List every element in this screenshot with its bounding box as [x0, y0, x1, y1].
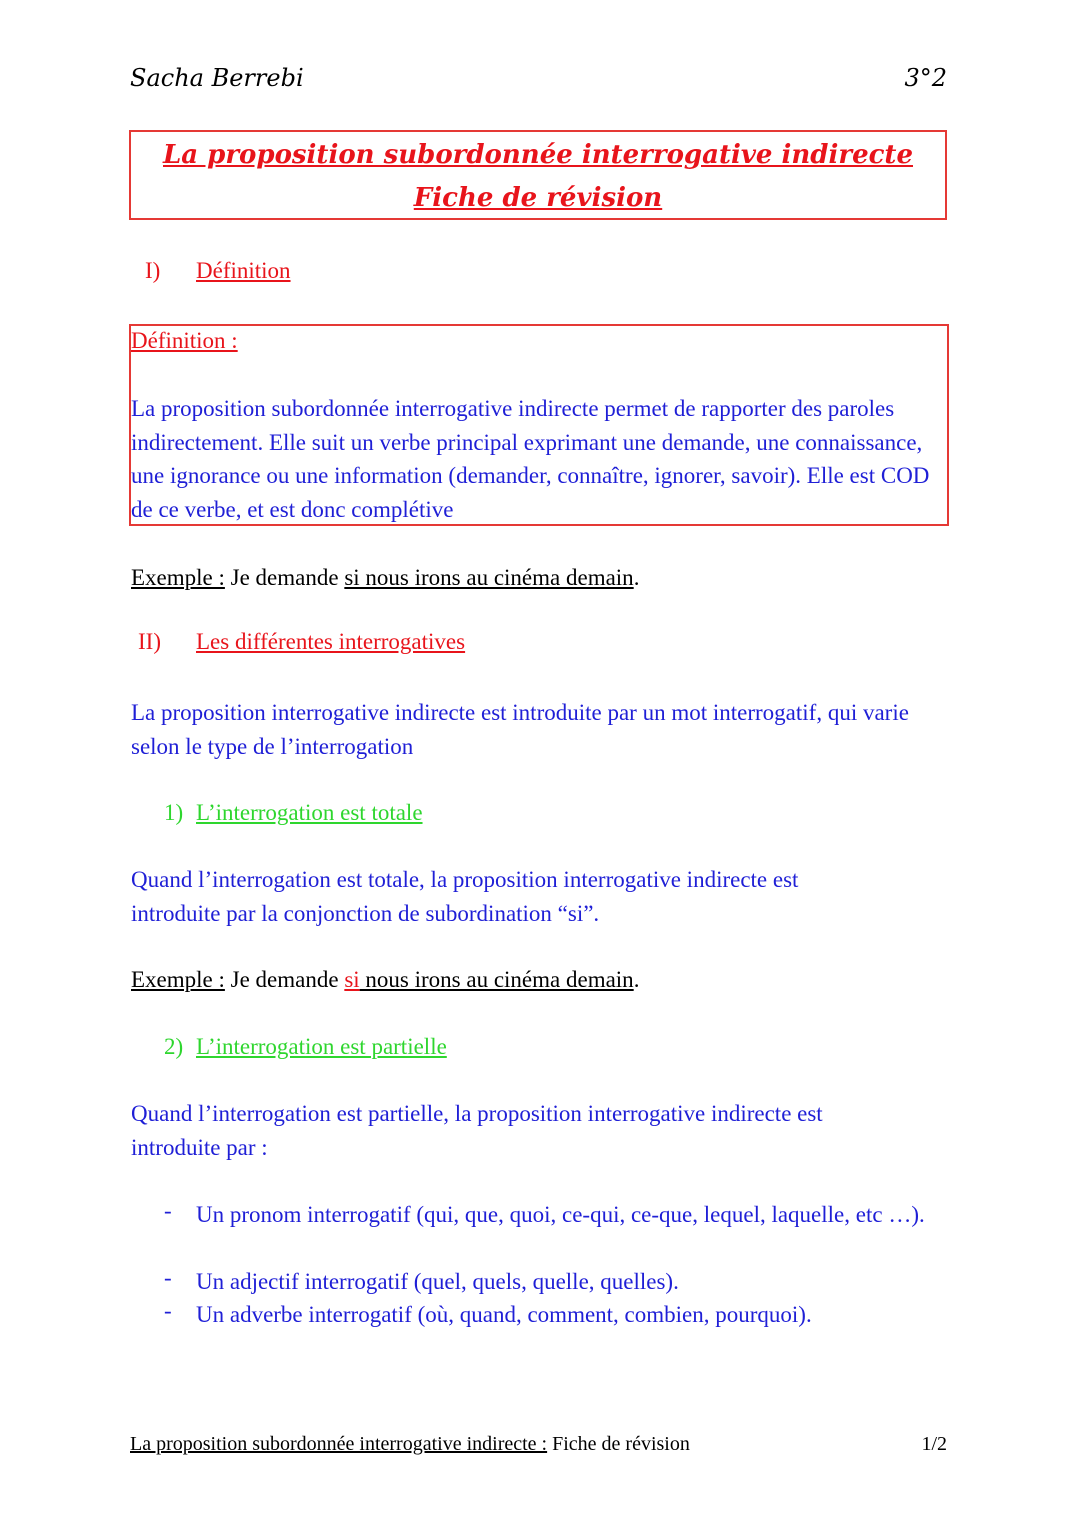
subsection-2-title: L’interrogation est partielle [196, 1034, 447, 1059]
page-number: 1/2 [921, 1433, 947, 1455]
document-subtitle: Fiche de révision [413, 183, 663, 213]
list-item: Un adverbe interrogatif (où, quand, comment, combien, pourquoi). [196, 1302, 812, 1327]
example-1: Exemple : Je demande si nous irons au cinéma demain. [131, 565, 640, 590]
author-name: Sacha Berrebi [130, 64, 304, 92]
section-1-number: I) [145, 258, 161, 283]
section-2-intro: La proposition interrogative indirecte est introduite par un mot interrogatif, qui varie selon le type de l’interrogation [131, 700, 909, 759]
section-2-title: Les différentes interrogatives [196, 629, 466, 654]
class-label: 3°2 [904, 64, 947, 92]
footer-title: La proposition subordonnée interrogative indirecte : [130, 1433, 548, 1455]
subsection-1-text: Quand l’interrogation est totale, la proposition interrogative indirecte est introduite par la conjonction de subordination “si”. [131, 867, 799, 926]
subsection-2-text: Quand l’interrogation est partielle, la proposition interrogative indirecte est introduite par : [131, 1101, 823, 1160]
document-title: La proposition subordonnée interrogative indirecte [163, 140, 913, 170]
section-1-title: Définition [196, 258, 291, 283]
bullet-marker: - [164, 1298, 172, 1323]
example-label: Exemple : [131, 967, 225, 992]
example-text: Je demande [224, 967, 345, 992]
footer [130, 1433, 690, 1456]
subsection-1-title: L’interrogation est totale [196, 800, 423, 825]
section-2-number: II) [138, 629, 161, 654]
list-item: Un adjectif interrogatif (quel, quels, quelle, quelles). [196, 1269, 679, 1294]
bullet-marker: - [164, 1198, 172, 1223]
definition-label: Définition : [131, 328, 238, 353]
subsection-2-number: 2) [164, 1034, 184, 1059]
example-text: Je demande [224, 565, 345, 590]
example-underlined: nous irons au cinéma demain [359, 967, 634, 992]
footer-subtitle: Fiche de révision [547, 1433, 690, 1455]
example-si: si [344, 967, 360, 992]
subsection-1-number: 1) [164, 800, 184, 825]
example-underlined: si nous irons au cinéma demain [344, 565, 634, 590]
list-item: Un pronom interrogatif (qui, que, quoi, ce-qui, ce-que, lequel, laquelle, etc …). [196, 1202, 925, 1227]
example-label: Exemple : [131, 565, 225, 590]
title-box [129, 130, 947, 220]
bullet-marker: - [164, 1265, 172, 1290]
definition-text: La proposition subordonnée interrogative indirecte permet de rapporter des paroles indirectement. Elle suit un verbe principal exprimant une demande, une connaissance, une ignorance ou une information (demander, connaître, ignorer, savoir). Elle est COD de ce verbe, et est donc complétive [131, 396, 930, 522]
example-2: Exemple : Je demande si nous irons au cinéma demain. [131, 967, 640, 992]
